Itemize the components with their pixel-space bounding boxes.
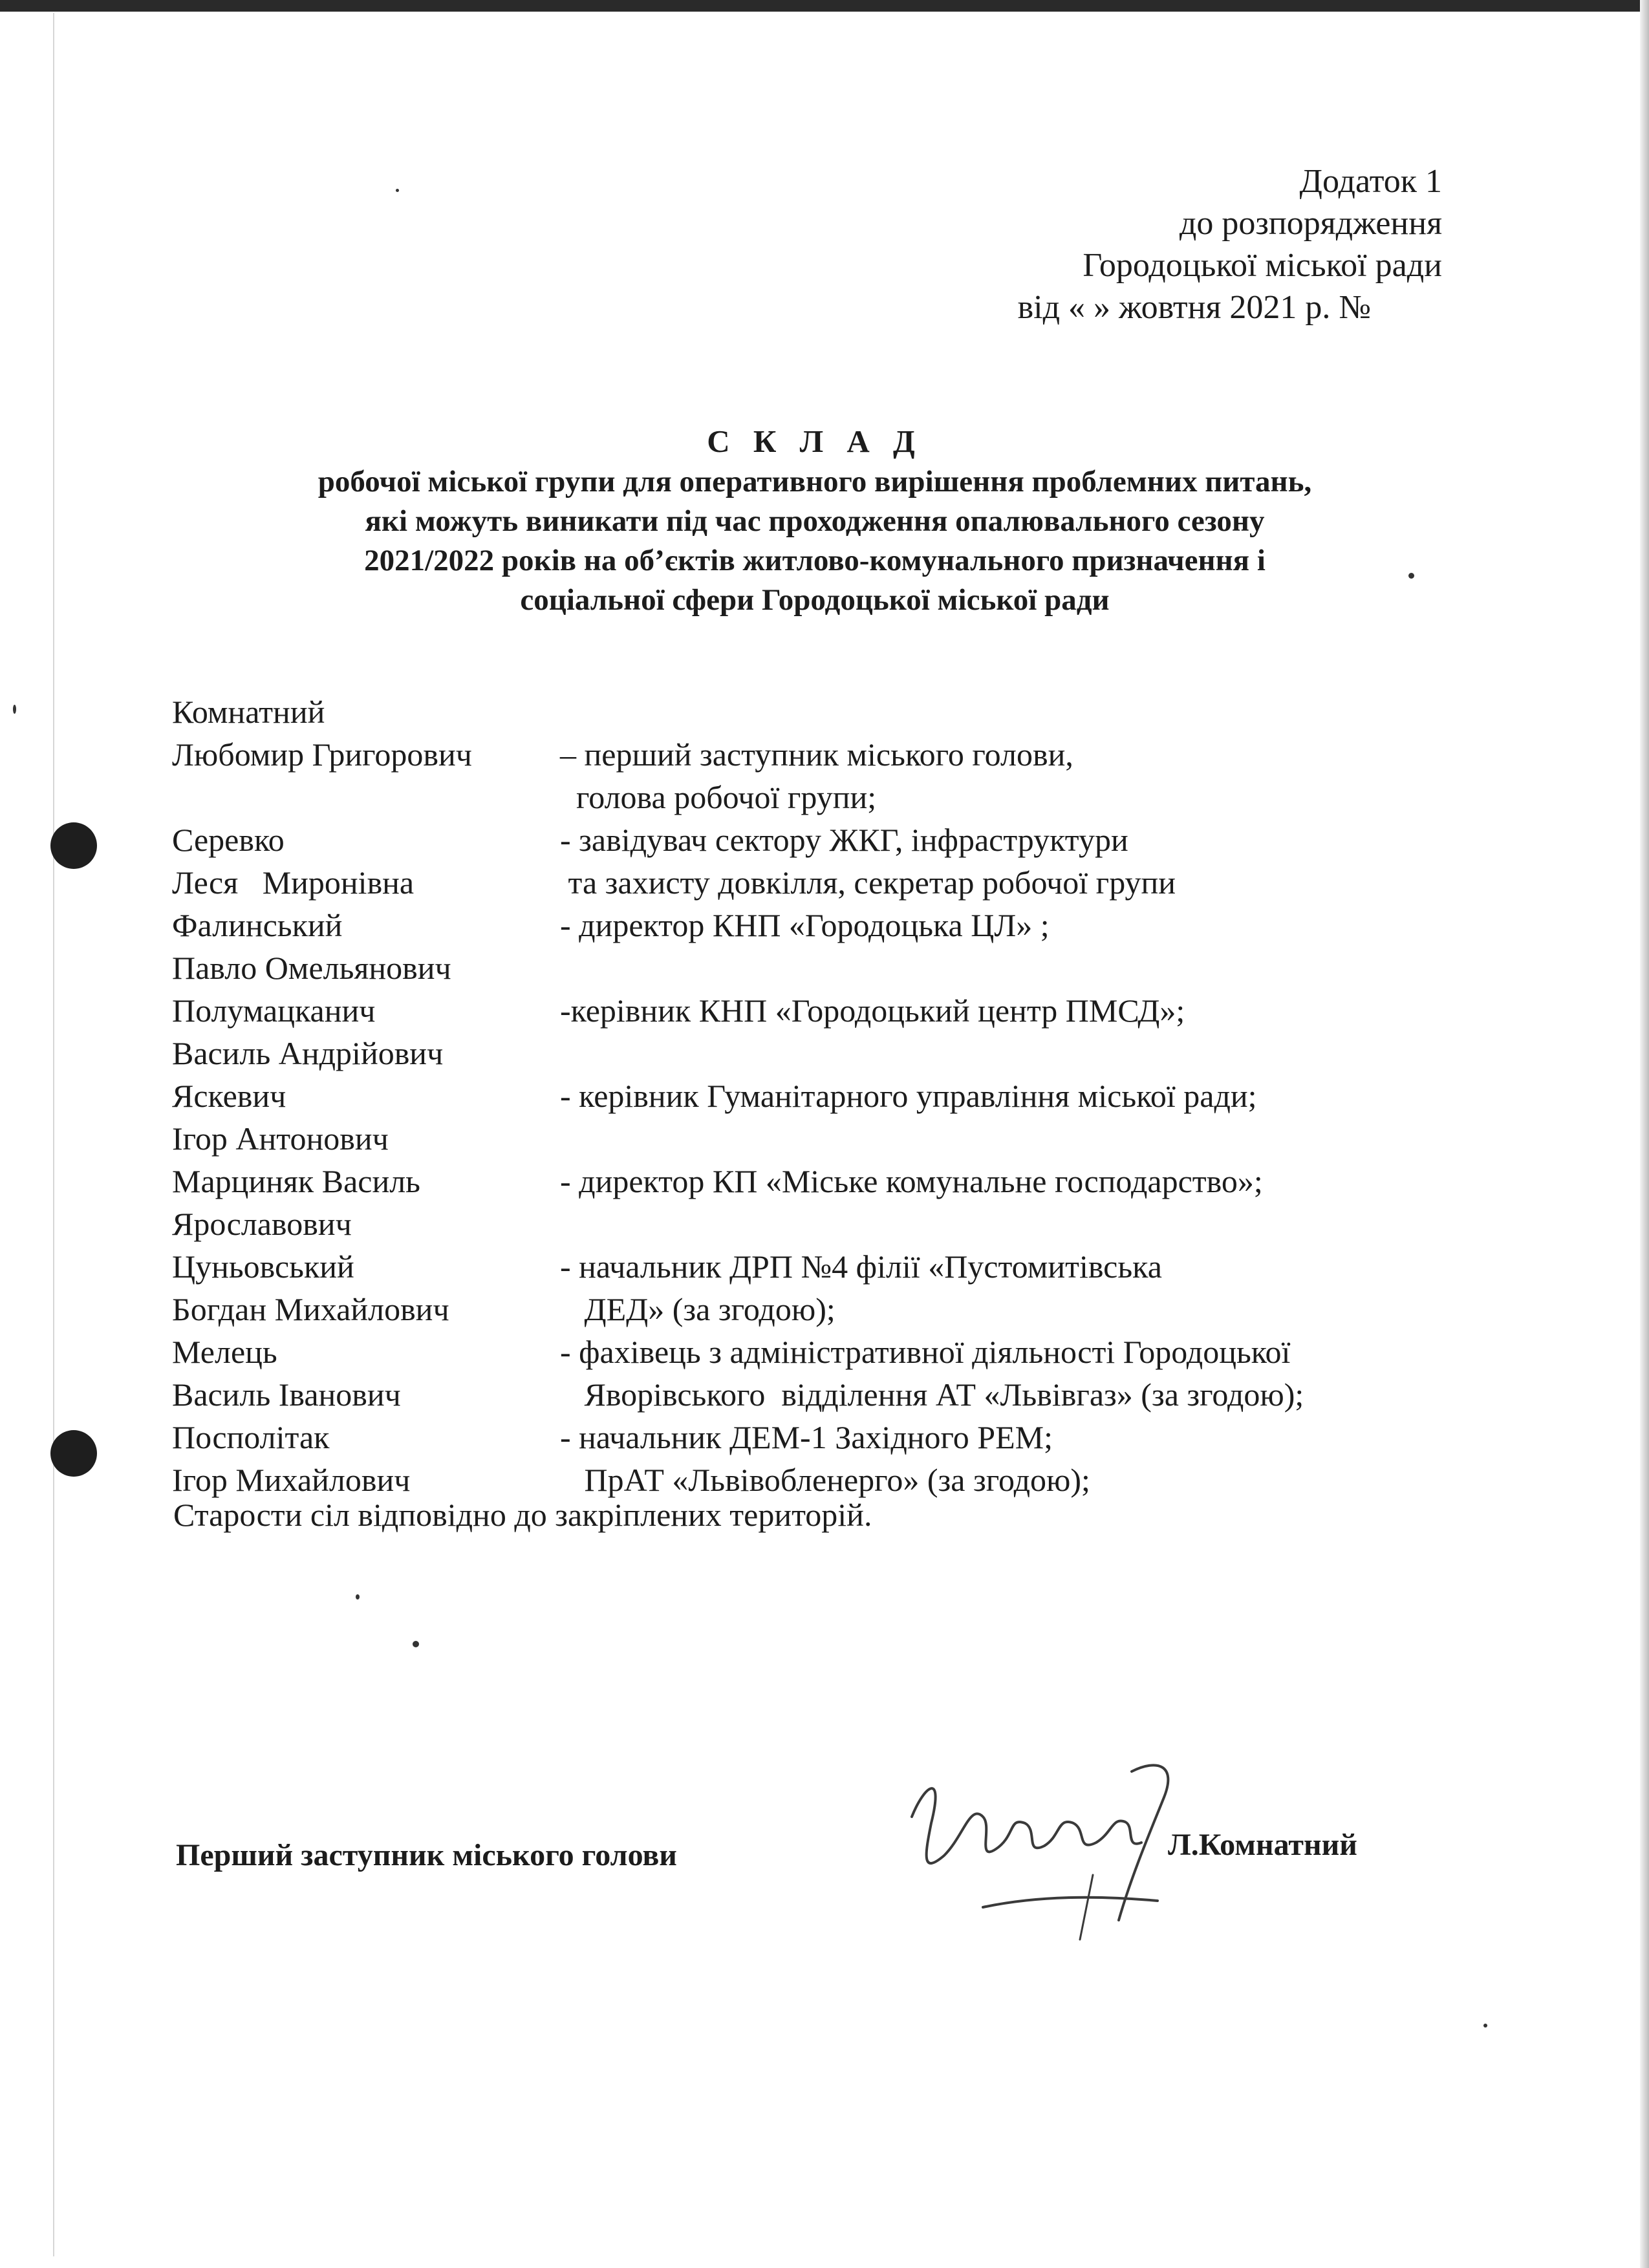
member-name: Яскевич bbox=[172, 1078, 286, 1114]
member-role: ДЕД» (за згодою); bbox=[560, 1291, 835, 1327]
scan-speck bbox=[396, 189, 399, 192]
scan-speck bbox=[13, 705, 16, 714]
member-role: ПрАТ «Львівобленерго» (за згодою); bbox=[560, 1462, 1090, 1498]
punch-hole bbox=[50, 822, 97, 869]
member-role bbox=[560, 690, 1530, 733]
members-list bbox=[172, 690, 1530, 1501]
annex-date: від « » жовтня 2021 р. № bbox=[1017, 289, 1371, 326]
member-name: Посполітак bbox=[172, 1419, 330, 1455]
member-role: - фахівець з адміністративної діяльності Городоцької bbox=[560, 1334, 1291, 1370]
scan-left-edge bbox=[53, 13, 54, 2256]
member-row bbox=[172, 1331, 1530, 1373]
member-role: - директор КНП «Городоцька ЦЛ» ; bbox=[560, 907, 1050, 943]
member-role: голова робочої групи; bbox=[560, 779, 877, 815]
member-role bbox=[560, 1117, 1530, 1160]
member-row bbox=[172, 690, 1530, 733]
member-name: Мелець bbox=[172, 1334, 277, 1370]
member-name: Павло Омельянович bbox=[172, 950, 451, 986]
scan-right-edge bbox=[1640, 0, 1649, 2268]
member-name: Марциняк Василь bbox=[172, 1163, 420, 1199]
member-role: та захисту довкілля, секретар робочої групи bbox=[560, 864, 1176, 901]
member-name: Ігор Михайлович bbox=[172, 1462, 411, 1498]
scan-speck bbox=[356, 1594, 360, 1599]
heading-line: робочої міської групи для оперативного вирішення проблемних питань, bbox=[318, 465, 1312, 498]
scan-speck bbox=[413, 1641, 419, 1647]
member-role: - начальник ДРП №4 філії «Пустомитівська bbox=[560, 1248, 1162, 1285]
member-row bbox=[172, 776, 1530, 818]
member-row bbox=[172, 1459, 1530, 1501]
heading-line: 2021/2022 років на об’єктів житлово-комунального призначення і bbox=[364, 544, 1266, 577]
member-role bbox=[560, 1203, 1530, 1245]
annex-order-ref: до розпорядження bbox=[1179, 205, 1442, 242]
member-name: Любомир Григорович bbox=[172, 736, 472, 773]
member-name bbox=[172, 776, 560, 818]
member-name: Леся Миронівна bbox=[172, 864, 415, 901]
member-name: Полумацканич bbox=[172, 992, 376, 1029]
heading-line: які можуть виникати під час проходження опалювального сезону bbox=[365, 504, 1265, 538]
member-role: - завідувач сектору ЖКГ, інфраструктури bbox=[560, 822, 1128, 858]
member-role: - начальник ДЕМ-1 Західного РЕМ; bbox=[560, 1419, 1053, 1455]
signatory-title: Перший заступник міського голови bbox=[176, 1838, 677, 1872]
member-role: – перший заступник міського голови, bbox=[560, 736, 1073, 773]
member-row bbox=[172, 1160, 1530, 1203]
member-role: - керівник Гуманітарного управління міської ради; bbox=[560, 1078, 1257, 1114]
member-name: Богдан Михайлович bbox=[172, 1291, 449, 1327]
member-row bbox=[172, 1075, 1530, 1117]
annex-header bbox=[666, 160, 1442, 328]
village-heads-note: Старости сіл відповідно до закріплених територій. bbox=[173, 1497, 872, 1533]
signatory-name: Л.Комнатний bbox=[1168, 1828, 1357, 1862]
member-row bbox=[172, 989, 1530, 1032]
document-title: С К Л А Д bbox=[707, 423, 923, 459]
member-role: -керівник КНП «Городоцький центр ПМСД»; bbox=[560, 992, 1185, 1029]
member-row bbox=[172, 818, 1530, 861]
member-name: Фалинський bbox=[172, 907, 343, 943]
member-name: Комнатний bbox=[172, 694, 325, 730]
member-row bbox=[172, 1203, 1530, 1245]
member-row bbox=[172, 733, 1530, 776]
member-role: Яворівського відділення АТ «Львівгаз» (за згодою); bbox=[560, 1376, 1304, 1413]
member-row bbox=[172, 861, 1530, 904]
member-name: Серевко bbox=[172, 822, 285, 858]
member-row bbox=[172, 1373, 1530, 1416]
member-role: - директор КП «Міське комунальне господарство»; bbox=[560, 1163, 1263, 1199]
heading-line: соціальної сфери Городоцької міської ради bbox=[520, 583, 1110, 617]
annex-number: Додаток 1 bbox=[1299, 163, 1442, 200]
annex-council: Городоцької міської ради bbox=[1083, 247, 1442, 284]
member-row bbox=[172, 1288, 1530, 1331]
member-role bbox=[560, 947, 1530, 989]
member-name: Василь Андрійович bbox=[172, 1035, 444, 1071]
member-name: Василь Іванович bbox=[172, 1376, 401, 1413]
punch-hole bbox=[50, 1430, 97, 1477]
member-row bbox=[172, 1117, 1530, 1160]
scan-speck bbox=[1483, 2024, 1487, 2027]
member-name: Ігор Антонович bbox=[172, 1120, 389, 1157]
member-role bbox=[560, 1032, 1530, 1075]
member-name: Цуньовський bbox=[172, 1248, 354, 1285]
member-row bbox=[172, 1245, 1530, 1288]
document-heading bbox=[149, 422, 1481, 620]
scan-top-edge bbox=[0, 0, 1649, 12]
member-row bbox=[172, 947, 1530, 989]
member-row bbox=[172, 1032, 1530, 1075]
member-row bbox=[172, 904, 1530, 947]
member-row bbox=[172, 1416, 1530, 1459]
member-name: Ярославович bbox=[172, 1206, 352, 1242]
